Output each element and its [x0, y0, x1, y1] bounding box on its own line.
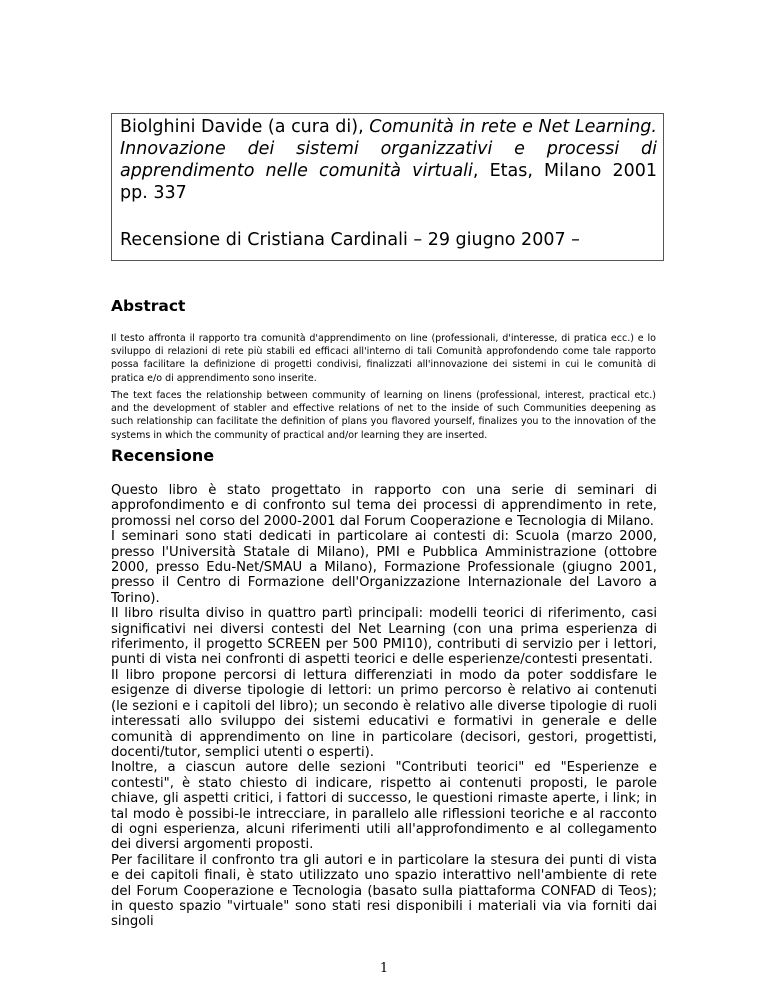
page-number: 1 — [379, 961, 389, 976]
citation-publisher: , Etas, Milano 2001 pp. 337 — [120, 161, 657, 203]
review-paragraph: Inoltre, a ciascun autore delle sezioni "Contributi teorici" ed "Esperienze e contesti", è stato chiesto di indicare, rispetto ai contenuti proposti, le parole chiave, gli aspetti critici, i fattori di successo, le questioni rimaste aperte, i link; in tal modo è possibi-le intrecciare, in parallelo alle riflessioni teoriche e al racconto di ogni esperienza, alcuni riferimenti utili all'approfondimento e al collegamento dei diversi argomenti proposti. — [111, 760, 657, 853]
review-paragraph: Il libro propone percorsi di lettura differenziati in modo da poter soddisfare le esigenze di diverse tipologie di lettori: un primo percorso è relativo ai contenuti (le sezioni e i capitoli del libro); un secondo è relativo alle diverse tipologie di ruoli interessati allo sviluppo dei sistemi educativi e formativi in generale e delle comunità di apprendimento on line in particolare (decisori, gestori, progettisti, docenti/tutor, semplici utenti o esperti). — [111, 667, 657, 760]
review-paragraph: I seminari sono stati dedicati in particolare ai contesti di: Scuola (marzo 2000, presso l'Università Statale di Milano), PMI e Pubblica Amministrazione (ottobre 2000, presso Edu-Net/SMAU a Milano), Formazione Professionale (giugno 2001, presso il Centro di Formazione dell'Organizzazione Internazionale del Lavoro a Torino). — [111, 529, 657, 606]
abstract-heading: Abstract — [111, 297, 186, 315]
review-author-line: Recensione di Cristiana Cardinali – 29 giugno 2007 – — [120, 230, 580, 250]
review-heading: Recensione — [111, 446, 215, 465]
citation-book-title: Comunità in rete e Net Learning. Innovazione dei sistemi organizzativi e processi di apprendimento nelle comunità virtuali — [120, 117, 657, 181]
abstract-italian: Il testo affronta il rapporto tra comunità d'apprendimento on line (professionali, d'interesse, di pratica ecc.) e lo sviluppo di relazioni di rete più stabili ed efficaci all'interno di tali Comunità approfondendo come tale rapporto possa facilitare la definizione di progetti condivisi, finalizzati all'innovazione dei sistemi in cui le comunità di pratica e/o di apprendimento sono inserite. — [111, 333, 656, 384]
citation-box — [111, 113, 664, 261]
citation — [120, 116, 657, 204]
review-paragraph: Il libro risulta diviso in quattro partì principali: modelli teorici di riferimento, casi significativi nei diversi contesti del Net Learning (con una prima esperienza di riferimento, il progetto SCREEN per 500 PMI10), contributi di servizio per i lettori, punti di vista nei confronti di aspetti teorici e delle esperienze/contesti presentati. — [111, 606, 657, 668]
review-paragraph: Per facilitare il confronto tra gli autori e in particolare la stesura dei punti di vista e dei capitoli finali, è stato utilizzato uno spazio interattivo nell'ambiente di rete del Forum Cooperazione e Tecnologia (basato sulla piattaforma CONFAD di Teos); in questo spazio "virtuale" sono stati resi disponibili i materiali via via forniti dai singoli — [111, 852, 657, 930]
review-paragraph: Questo libro è stato progettato in rapporto con una serie di seminari di approfondimento e di confronto sul tema dei processi di apprendimento in rete, promossi nel corso del 2000-2001 dal Forum Cooperazione e Tecnologia di Milano. — [111, 483, 657, 529]
review-body — [111, 483, 657, 930]
citation-authors: Biolghini Davide (a cura di), — [120, 117, 364, 137]
abstract-english: The text faces the relationship between community of learning on linens (professional, interest, practical etc.) and the development of stabler and effective relations of net to the inside of such Communities deepening as such relationship can facilitate the definition of plans you flavored yourself, finalizes you to the innovation of the systems in which the community of practical and/or learning they are inserted. — [111, 390, 656, 441]
